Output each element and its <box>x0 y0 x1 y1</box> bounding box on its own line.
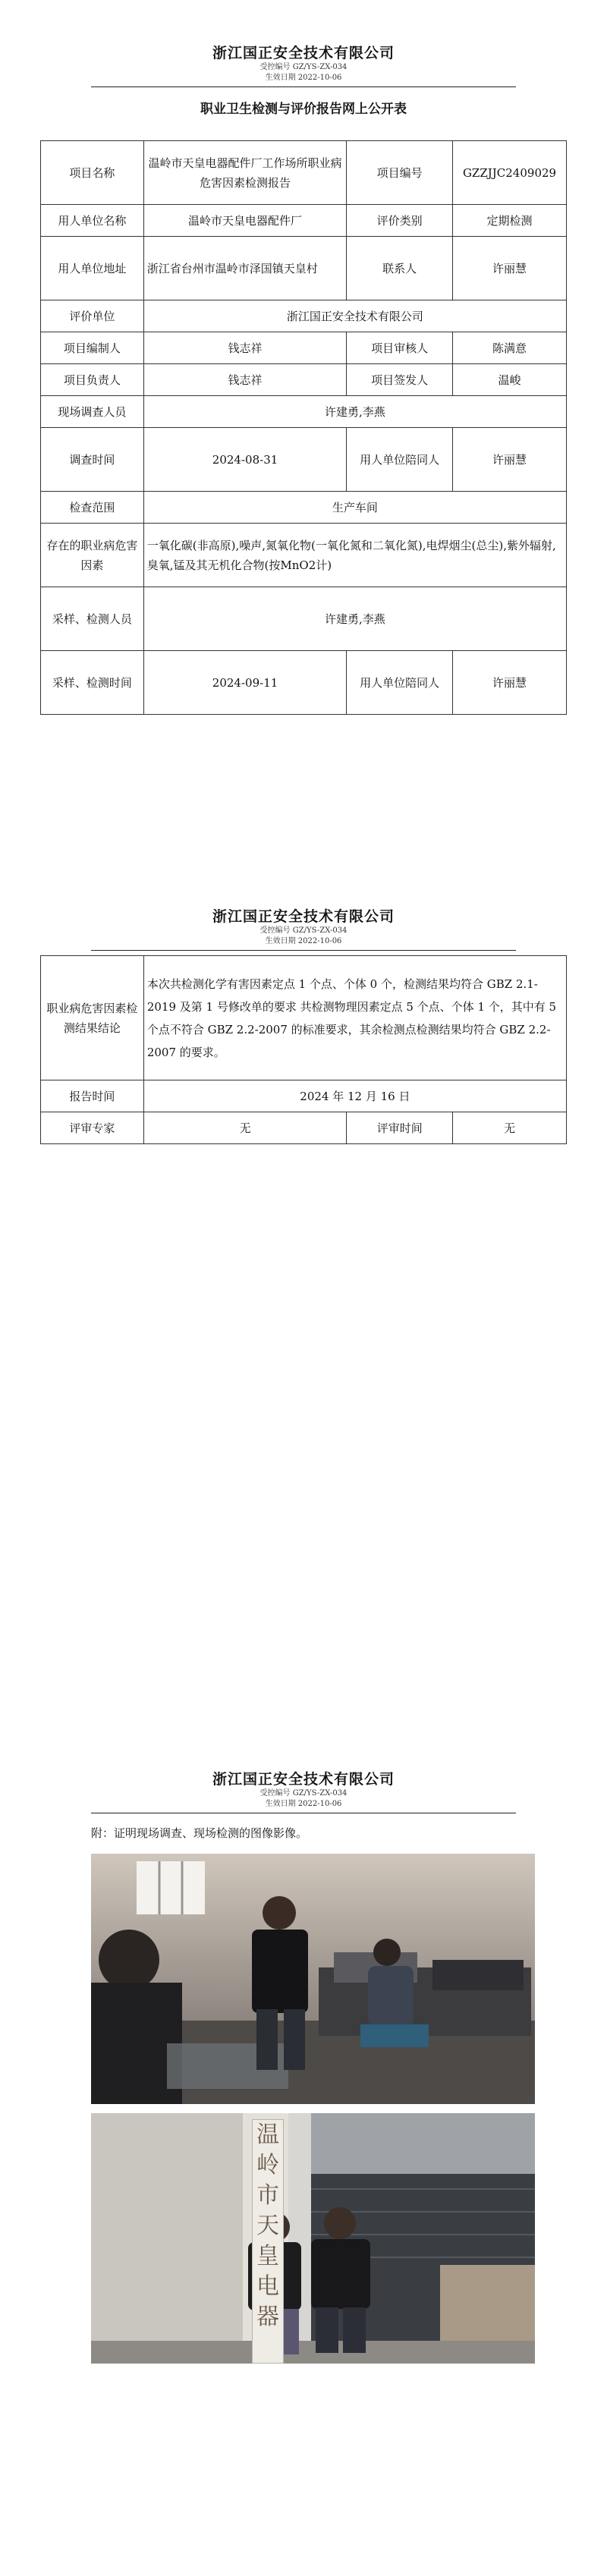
project-name-label: 项目名称 <box>41 141 144 205</box>
effective-date: 生效日期 2022-10-06 <box>265 937 342 945</box>
table-row <box>41 205 567 237</box>
survey-escort-label: 用人单位陪同人 <box>347 428 453 492</box>
effective-date: 生效日期 2022-10-06 <box>265 1800 342 1808</box>
table-row <box>41 396 567 428</box>
reviewer-label: 项目审核人 <box>347 332 453 364</box>
eval-type-value: 定期检测 <box>453 205 567 237</box>
eval-type-label: 评价类别 <box>347 205 453 237</box>
reviewer-value: 陈满意 <box>453 332 567 364</box>
disclosure-table <box>40 140 567 715</box>
table-row <box>41 651 567 715</box>
investigators-value: 许建勇,李燕 <box>143 396 566 428</box>
contact-label: 联系人 <box>347 237 453 300</box>
sampling-escort-value: 许丽慧 <box>453 651 567 715</box>
conclusion-table <box>40 955 567 1144</box>
project-name-value: 温岭市天皇电器配件厂工作场所职业病危害因素检测报告 <box>143 141 347 205</box>
page-3 <box>0 1726 607 1813</box>
contact-value: 许丽慧 <box>453 237 567 300</box>
employer-value: 温岭市天皇电器配件厂 <box>143 205 347 237</box>
attachment-note: 附：证明现场调查、现场检测的图像影像。 <box>91 1826 308 1840</box>
project-no-value: GZZJJC2409029 <box>453 141 567 205</box>
company-name: 浙江国正安全技术有限公司 <box>212 908 395 925</box>
page-2 <box>0 863 607 951</box>
investigators-label: 现场调查人员 <box>41 396 144 428</box>
header-divider <box>91 950 516 951</box>
survey-time-label: 调查时间 <box>41 428 144 492</box>
scope-value: 生产车间 <box>143 492 566 524</box>
report-time-label: 报告时间 <box>41 1080 144 1112</box>
site-survey-photo <box>91 1854 535 2104</box>
hazards-label: 存在的职业病危害因素 <box>41 524 144 587</box>
table-row <box>41 141 567 205</box>
effective-date: 生效日期 2022-10-06 <box>265 74 342 82</box>
expert-label: 评审专家 <box>41 1112 144 1144</box>
leader-value: 钱志祥 <box>143 364 347 396</box>
compiler-value: 钱志祥 <box>143 332 347 364</box>
address-value: 浙江省台州市温岭市泽国镇天皇村 <box>143 237 347 300</box>
leader-label: 项目负责人 <box>41 364 144 396</box>
survey-time-value: 2024-08-31 <box>143 428 347 492</box>
sampling-time-label: 采样、检测时间 <box>41 651 144 715</box>
samplers-value: 许建勇,李燕 <box>143 587 566 651</box>
report-time-value: 2024 年 12 月 16 日 <box>143 1080 566 1112</box>
company-name: 浙江国正安全技术有限公司 <box>212 1771 395 1788</box>
hazards-value: 一氧化碳(非高原),噪声,氮氧化物(一氧化氮和二氧化氮),电焊烟尘(总尘),紫外辐射,臭氧,锰及其无机化合物(按MnO2计) <box>143 524 566 587</box>
scope-label: 检查范围 <box>41 492 144 524</box>
table-row <box>41 1080 567 1112</box>
factory-sign-text: 温岭市天皇电器 <box>256 2122 279 2330</box>
factory-sign <box>252 2119 284 2364</box>
issuer-value: 温峻 <box>453 364 567 396</box>
table-row <box>41 956 567 1080</box>
table-row <box>41 237 567 300</box>
page-header <box>0 1726 607 1813</box>
sampling-escort-label: 用人单位陪同人 <box>347 651 453 715</box>
sampling-time-value: 2024-09-11 <box>143 651 347 715</box>
issuer-label: 项目签发人 <box>347 364 453 396</box>
table-row <box>41 1112 567 1144</box>
control-number: 受控编号 GZ/YS-ZX-034 <box>259 926 348 935</box>
survey-escort-value: 许丽慧 <box>453 428 567 492</box>
review-time-label: 评审时间 <box>347 1112 453 1144</box>
project-no-label: 项目编号 <box>347 141 453 205</box>
document-title: 职业卫生检测与评价报告网上公开表 <box>200 102 407 117</box>
table-row <box>41 428 567 492</box>
conclusion-label: 职业病危害因素检测结果结论 <box>41 956 144 1080</box>
employer-label: 用人单位名称 <box>41 205 144 237</box>
table-row <box>41 300 567 332</box>
page-header <box>0 0 607 87</box>
review-time-value: 无 <box>453 1112 567 1144</box>
company-name: 浙江国正安全技术有限公司 <box>212 45 395 61</box>
table-row <box>41 587 567 651</box>
conclusion-value: 本次共检测化学有害因素定点 1 个点、个体 0 个，检测结果均符合 GBZ 2.1-2019 及第 1 号修改单的要求 共检测物理因素定点 5 个点、个体 1 个，其中有 5 个点不符合 GBZ 2.2-2007 的标准要求，其余检测点检测结果均符合 GBZ 2.2-2007 的要求。 <box>143 956 566 1080</box>
page-1 <box>0 0 607 117</box>
site-sampling-photo <box>91 2113 535 2364</box>
eval-unit-label: 评价单位 <box>41 300 144 332</box>
page-header <box>0 863 607 951</box>
control-number: 受控编号 GZ/YS-ZX-034 <box>259 63 348 71</box>
control-number: 受控编号 GZ/YS-ZX-034 <box>259 1789 348 1798</box>
expert-value: 无 <box>143 1112 347 1144</box>
table-row <box>41 492 567 524</box>
table-row <box>41 524 567 587</box>
table-row <box>41 332 567 364</box>
address-label: 用人单位地址 <box>41 237 144 300</box>
compiler-label: 项目编制人 <box>41 332 144 364</box>
header-divider <box>91 86 516 87</box>
eval-unit-value: 浙江国正安全技术有限公司 <box>143 300 566 332</box>
table-row <box>41 364 567 396</box>
samplers-label: 采样、检测人员 <box>41 587 144 651</box>
